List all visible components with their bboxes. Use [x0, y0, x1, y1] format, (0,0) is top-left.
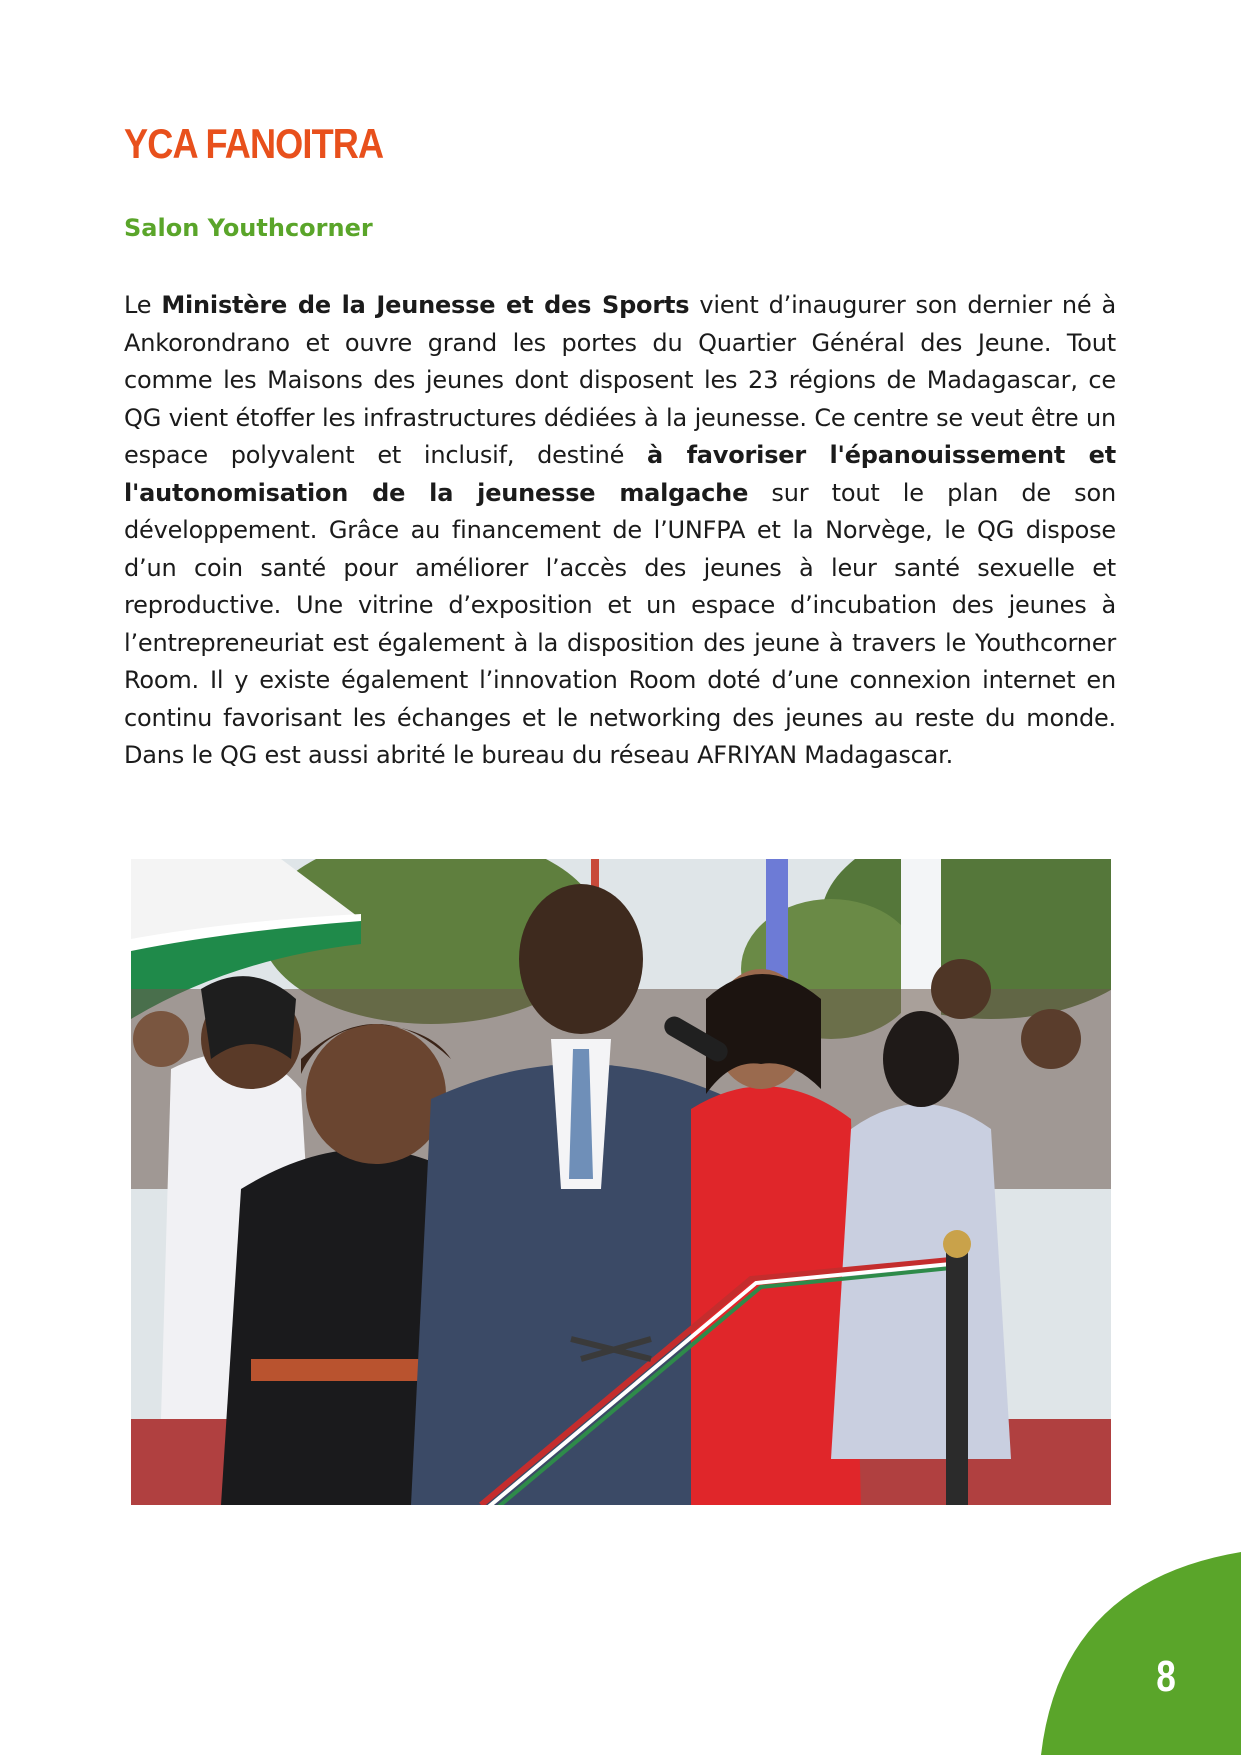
photo-illustration [131, 859, 1111, 1505]
paragraph-text-1: Le [124, 291, 162, 319]
paragraph-text-2: vient d’inaugurer son dernier né à Ankorondrano et ouvre grand les portes du Quartier Général des Jeune. Tout comme les Maisons des jeunes dont disposent les 23 régions de Madagascar, ce QG vient étoffer les infrastructures dédiées à la jeunesse. Ce centre se veut être un espace polyvalent et inclusif, destiné [124, 291, 1116, 469]
page-corner-shape [1041, 1552, 1241, 1755]
ribbon-cutting-photo [131, 859, 1111, 1505]
page-title: YCA FANOITRA [124, 120, 384, 167]
page-number: 8 [1156, 1652, 1176, 1701]
paragraph-bold-1: Ministère de la Jeunesse et des Sports [161, 291, 690, 319]
section-subtitle: Salon Youthcorner [124, 214, 373, 242]
body-paragraph [124, 287, 1116, 775]
paragraph-bold-2: à favoriser l'épanouissement et l'autonomisation de la jeunesse malgache [124, 441, 1116, 507]
paragraph-text-3: sur tout le plan de son développement. Grâce au financement de l’UNFPA et la Norvège, le QG dispose d’un coin santé pour améliorer l’accès des jeunes à leur santé sexuelle et reproductive. Une vitrine d’exposition et un espace d’incubation des jeunes à l’entrepreneuriat est également à la disposition des jeune à travers le Youthcorner Room. Il y existe également l’innovation Room doté d’une connexion internet en continu favorisant les échanges et le networking des jeunes au reste du monde. Dans le QG est aussi abrité le bureau du réseau AFRIYAN Madagascar. [124, 478, 1116, 769]
